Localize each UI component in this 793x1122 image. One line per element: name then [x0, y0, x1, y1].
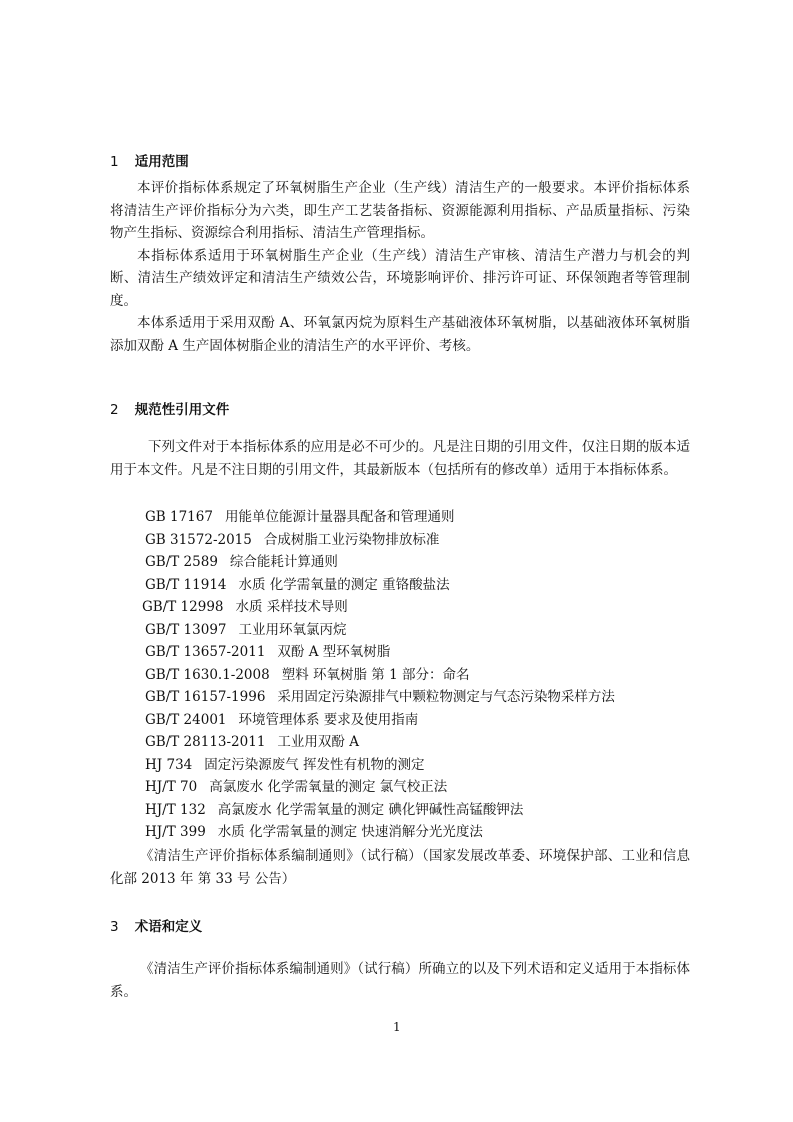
reference-code: GB/T 24001 [145, 711, 227, 728]
reference-title: 工业用双酚 A [277, 734, 359, 750]
reference-title: 高氯废水 化学需氧量的测定 氯气校正法 [209, 779, 448, 795]
references-note: 《清洁生产评价指标体系编制通则》（试行稿）（国家发展改革委、环境保护部、工业和信息化部 2013 年 第 33 号 公告） [110, 848, 690, 887]
section-title: 术语和定义 [134, 919, 203, 935]
references-intro-block [110, 436, 690, 481]
reference-item [142, 596, 348, 619]
references-intro: 下列文件对于本指标体系的应用是必不可少的。凡是注日期的引用文件，仅注日期的版本适用于本文件。凡是不注日期的引用文件，其最新版本（包括所有的修改单）适用于本指标体系。 [110, 439, 690, 478]
reference-title: 综合能耗计算通则 [229, 554, 338, 570]
scope-paragraph: 本指标体系适用于环氧树脂生产企业（生产线）清洁生产审核、清洁生产潜力与机会的判断、清洁生产绩效评定和清洁生产绩效公告，环境影响评价、排污许可证、环保领跑者等管理制度。 [110, 247, 690, 309]
reference-code: HJ/T 132 [145, 801, 206, 818]
reference-code: GB 31572-2015 [145, 531, 252, 548]
section-3-heading [110, 915, 202, 935]
reference-code: GB/T 28113-2011 [145, 734, 266, 750]
reference-title: 水质 化学需氧量的测定 快速消解分光光度法 [217, 824, 483, 840]
section-number: 2 [110, 402, 119, 418]
reference-item [145, 709, 418, 732]
reference-code: HJ/T 399 [145, 824, 206, 840]
reference-code: GB/T 13657-2011 [145, 644, 266, 660]
reference-title: 固定污染源废气 挥发性有机物的测定 [204, 756, 425, 773]
reference-code: GB/T 12998 [142, 599, 224, 615]
scope-body [110, 177, 690, 357]
section-1-heading [110, 150, 189, 170]
section-title: 适用范围 [134, 154, 189, 170]
section-number: 1 [110, 154, 119, 170]
reference-item [145, 821, 483, 844]
reference-title: 采用固定污染源排气中颗粒物测定与气态污染物采样方法 [277, 689, 615, 705]
reference-code: HJ 734 [145, 756, 193, 773]
reference-title: 水质 化学需氧量的测定 重铬酸盐法 [238, 576, 450, 593]
scope-paragraph: 本评价指标体系规定了环氧树脂生产企业（生产线）清洁生产的一般要求。本评价指标体系将清洁生产评价指标分为六类，即生产工艺装备指标、资源能源利用指标、产品质量指标、污染物产生指标、资源综合利用指标、清洁生产管理指标。 [110, 180, 690, 241]
reference-item [145, 686, 615, 709]
reference-title: 双酚 A 型环氧树脂 [277, 644, 391, 660]
terms-block [110, 958, 690, 1003]
reference-item [145, 664, 469, 687]
references-note-block [110, 845, 690, 890]
reference-title: 合成树脂工业污染物排放标准 [263, 531, 440, 548]
terms-paragraph: 《清洁生产评价指标体系编制通则》（试行稿）所确立的以及下列术语和定义适用于本指标体系。 [110, 961, 690, 1000]
reference-code: GB 17167 [145, 509, 213, 525]
reference-item [145, 619, 347, 642]
reference-title: 塑料 环氧树脂 第 1 部分：命名 [281, 666, 470, 683]
reference-title: 环境管理体系 要求及使用指南 [238, 711, 419, 728]
reference-item [145, 799, 523, 822]
reference-code: HJ/T 70 [145, 779, 198, 795]
page-number: 1 [393, 1020, 401, 1034]
reference-title: 用能单位能源计量器具配备和管理通则 [224, 509, 455, 525]
reference-title: 工业用环氧氯丙烷 [238, 621, 347, 638]
section-title: 规范性引用文件 [134, 402, 230, 418]
reference-code: GB/T 13097 [145, 621, 227, 638]
reference-item [145, 551, 338, 574]
reference-item [145, 506, 454, 529]
section-number: 3 [110, 919, 119, 935]
reference-item [145, 574, 450, 597]
reference-code: GB/T 2589 [145, 554, 218, 570]
reference-code: GB/T 1630.1-2008 [145, 666, 270, 683]
reference-code: GB/T 16157-1996 [145, 689, 266, 705]
reference-code: GB/T 11914 [145, 576, 227, 593]
reference-title: 水质 采样技术导则 [235, 599, 348, 615]
reference-item [145, 529, 439, 552]
section-2-heading [110, 398, 229, 418]
scope-paragraph: 本体系适用于采用双酚 A、环氧氯丙烷为原料生产基础液体环氧树脂，以基础液体环氧树脂添加双酚 A 生产固体树脂企业的清洁生产的水平评价、考核。 [110, 315, 690, 354]
reference-item [145, 754, 425, 777]
reference-title: 高氯废水 化学需氧量的测定 碘化钾碱性高锰酸钾法 [217, 801, 524, 818]
reference-item [145, 776, 447, 799]
reference-item [145, 731, 359, 754]
reference-item [145, 641, 390, 664]
